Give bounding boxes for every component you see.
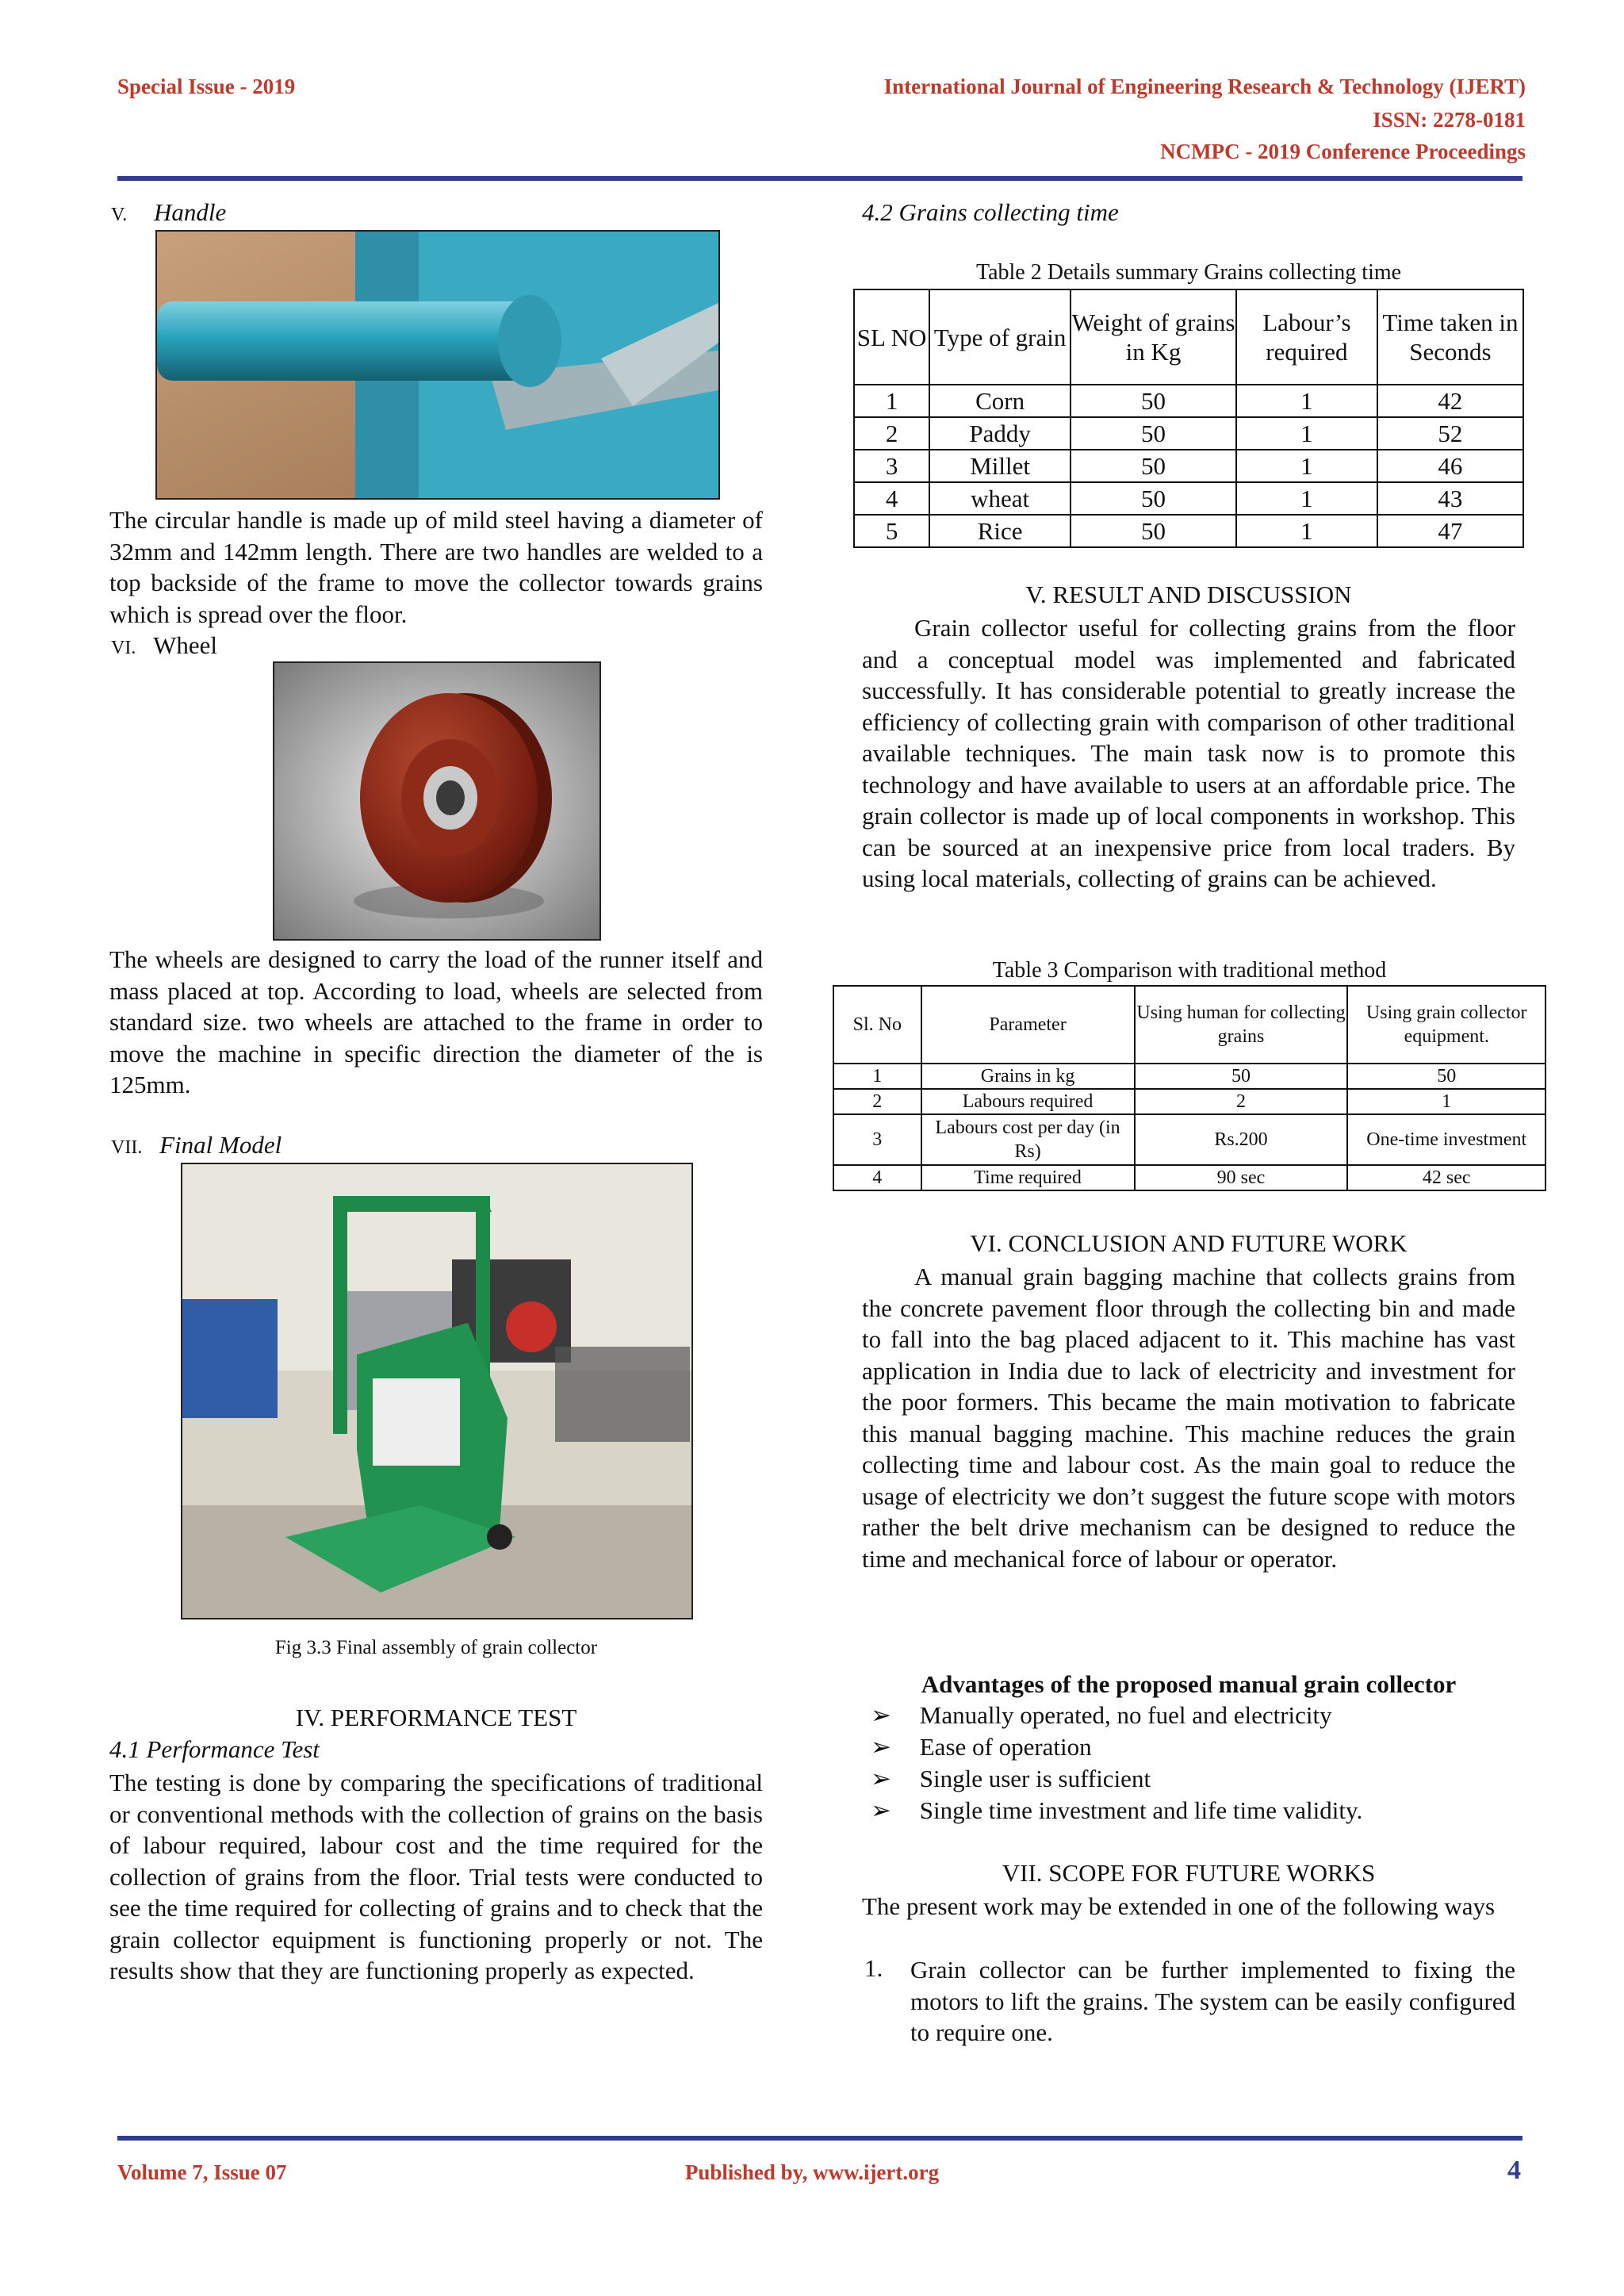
- table-row: [833, 1064, 1545, 1089]
- performance-test-paragraph: The testing is done by comparing the specifications of traditional or conventional methods with the collection of grains on the basis of labour required, labour cost and the time required for the collection of grains from the floor. Trial tests were conducted to see the time required for collecting of grains and to check that the grain collector equipment is functioning properly or not. The results show that they are functioning properly as expected.: [109, 1769, 763, 1984]
- table3-header-cell: Sl. No: [833, 986, 921, 1064]
- footer-published: Published by, www.ijert.org: [684, 2160, 940, 2184]
- handle-paragraph: The circular handle is made up of mild steel having a diameter of 32mm and 142mm length. There are two handles are welded to a top backside of the frame to move the collector towards grains which is spread over the floor.: [109, 506, 763, 628]
- header-conference: NCMPC - 2019 Conference Proceedings: [1160, 140, 1526, 163]
- table-cell: 1: [1236, 385, 1377, 417]
- table-cell: Labours required: [921, 1089, 1135, 1114]
- list-item: ➢ Ease of operation: [871, 1733, 1092, 1761]
- table2-header-row: [854, 289, 1523, 385]
- conclusion-paragraph: A manual grain bagging machine that collects grains from the concrete pavement floor through the collecting bin and made to fall into the bag placed adjacent to it. This machine has vast application in India due to lack of electricity and investment for the poor formers. This became the main motivation to fabricate this manual bagging machine. This machine reduces the grain collecting time and labour cost. As the main goal to reduce the usage of electricity we don’t suggest the future scope with motors rather the belt drive mechanism can be designed to reduce the time and mechanical force of labour or operator.: [862, 1263, 1515, 1573]
- table-cell: 1: [1236, 417, 1377, 450]
- final-model-photo: [181, 1163, 693, 1619]
- wheel-heading: VI. Wheel: [111, 631, 217, 659]
- table-cell: Millet: [929, 450, 1071, 482]
- table-cell: 2: [854, 417, 929, 450]
- table-cell: 1: [833, 1064, 921, 1089]
- table-cell: 1: [1236, 482, 1377, 515]
- table-cell: Rice: [929, 515, 1071, 547]
- table-row: [854, 417, 1523, 450]
- table-cell: 50: [1071, 417, 1236, 450]
- page-number: 4: [1507, 2156, 1521, 2185]
- table-cell: Corn: [929, 385, 1071, 417]
- table-cell: 50: [1071, 515, 1236, 547]
- table-cell: 3: [854, 450, 929, 482]
- table-cell: 50: [1071, 482, 1236, 515]
- table-cell: 50: [1135, 1064, 1348, 1089]
- table3-header-cell: Using human for collecting grains: [1135, 986, 1348, 1064]
- table-cell: 50: [1071, 385, 1236, 417]
- grains-collecting-time-subheading: 4.2 Grains collecting time: [862, 198, 1119, 226]
- table-cell: 52: [1377, 417, 1523, 450]
- header-special-issue: Special Issue - 2019: [117, 75, 296, 98]
- table-cell: Grains in kg: [921, 1064, 1135, 1089]
- performance-test-subheading: 4.1 Performance Test: [109, 1735, 320, 1763]
- table-row: [854, 385, 1523, 417]
- table-cell: 46: [1377, 450, 1523, 482]
- handle-heading: V. Handle: [111, 198, 227, 226]
- table-cell: Rs.200: [1135, 1114, 1348, 1165]
- result-discussion-paragraph: Grain collector useful for collecting grains from the floor and a conceptual model was implemented and fabricated successfully. It has considerable potential to greatly increase the efficiency of collecting grain with comparison of other traditional available techniques. The main task now is to promote this technology and have available to users at an affordable price. The grain collector is made up of local components in workshop. This can be sourced at an inexpensive price from local traders. By using local materials, collecting of grains can be achieved.: [862, 614, 1515, 892]
- table-cell: 1: [854, 385, 929, 417]
- table-cell: 3: [833, 1114, 921, 1165]
- table2-header-cell: SL NO: [854, 289, 929, 385]
- handle-photo: [155, 230, 720, 500]
- table-cell: 5: [854, 515, 929, 547]
- table3-header-cell: Using grain collector equipment.: [1347, 986, 1545, 1064]
- table-cell: 50: [1347, 1064, 1545, 1089]
- table-cell: 1: [1236, 450, 1377, 482]
- arrow-bullet-icon: ➢: [871, 1765, 891, 1792]
- header-journal: International Journal of Engineering Research & Technology (IJERT): [883, 75, 1526, 98]
- table2-header-cell: Weight of grains in Kg: [1071, 289, 1236, 385]
- table-cell: 90 sec: [1135, 1165, 1348, 1190]
- table-cell: 43: [1377, 482, 1523, 515]
- list-item: ➢ Single time investment and life time validity.: [871, 1796, 1363, 1824]
- table-row: [833, 1114, 1545, 1165]
- table-cell: Time required: [921, 1165, 1135, 1190]
- final-model-heading: VII. Final Model: [111, 1131, 282, 1159]
- table3-header-row: [833, 986, 1545, 1064]
- table-cell: 47: [1377, 515, 1523, 547]
- list-item: ➢ Manually operated, no fuel and electricity: [871, 1701, 1332, 1729]
- table-cell: Labours cost per day (in Rs): [921, 1114, 1135, 1165]
- result-discussion-heading: V. RESULT AND DISCUSSION: [1025, 581, 1352, 608]
- scope-heading: VII. SCOPE FOR FUTURE WORKS: [1002, 1859, 1376, 1887]
- table-cell: 42 sec: [1347, 1165, 1545, 1190]
- arrow-bullet-icon: ➢: [871, 1733, 891, 1761]
- table2-header-cell: Labour’s required: [1236, 289, 1377, 385]
- table-row: [854, 450, 1523, 482]
- table3-caption: Table 3 Comparison with traditional method: [992, 958, 1387, 983]
- table3: [833, 985, 1546, 1191]
- header-rule: [117, 176, 1522, 181]
- table-cell: 4: [833, 1165, 921, 1190]
- table-cell: 42: [1377, 385, 1523, 417]
- footer-rule: [117, 2136, 1522, 2141]
- table-cell: wheat: [929, 482, 1071, 515]
- table-cell: 4: [854, 482, 929, 515]
- wheel-photo: [273, 661, 601, 941]
- scope-intro: The present work may be extended in one of the following ways: [862, 1892, 1496, 1920]
- table2-caption: Table 2 Details summary Grains collecting time: [975, 260, 1402, 285]
- arrow-bullet-icon: ➢: [871, 1701, 891, 1729]
- handle-image: [157, 232, 718, 498]
- table-cell: One-time investment: [1347, 1114, 1545, 1165]
- figure-caption: Fig 3.3 Final assembly of grain collector: [274, 1637, 598, 1658]
- table-cell: Paddy: [929, 417, 1071, 450]
- wheel-image: [274, 663, 599, 939]
- scope-item: Grain collector can be further implemented to fixing the motors to lift the grains. The system can be easily configured to require one.: [910, 1956, 1515, 2046]
- performance-test-heading: IV. PERFORMANCE TEST: [295, 1704, 577, 1731]
- table-cell: 1: [1347, 1089, 1545, 1114]
- table3-header-cell: Parameter: [921, 986, 1135, 1064]
- table-row: [833, 1089, 1545, 1114]
- table-cell: 50: [1071, 450, 1236, 482]
- table-cell: 1: [1236, 515, 1377, 547]
- table2-header-cell: Time taken in Seconds: [1377, 289, 1523, 385]
- table-cell: 2: [1135, 1089, 1348, 1114]
- footer-volume: Volume 7, Issue 07: [117, 2160, 287, 2184]
- list-item: ➢ Single user is sufficient: [871, 1765, 1151, 1792]
- conclusion-heading: VI. CONCLUSION AND FUTURE WORK: [970, 1229, 1408, 1257]
- grain-collector-image: [182, 1164, 691, 1618]
- table2: [853, 289, 1524, 548]
- scope-number: 1.: [864, 1954, 883, 1982]
- table-row: [854, 515, 1523, 547]
- advantages-heading: Advantages of the proposed manual grain collector: [921, 1670, 1457, 1698]
- arrow-bullet-icon: ➢: [871, 1796, 891, 1824]
- table-row: [833, 1165, 1545, 1190]
- table-row: [854, 482, 1523, 515]
- table2-header-cell: Type of grain: [929, 289, 1071, 385]
- wheel-paragraph: The wheels are designed to carry the load of the runner itself and mass placed at top. According to load, wheels are selected from standard size. two wheels are attached to the frame in order to move the machine in specific direction the diameter of the is 125mm.: [109, 945, 763, 1098]
- table-cell: 2: [833, 1089, 921, 1114]
- header-issn: ISSN: 2278-0181: [1373, 108, 1526, 132]
